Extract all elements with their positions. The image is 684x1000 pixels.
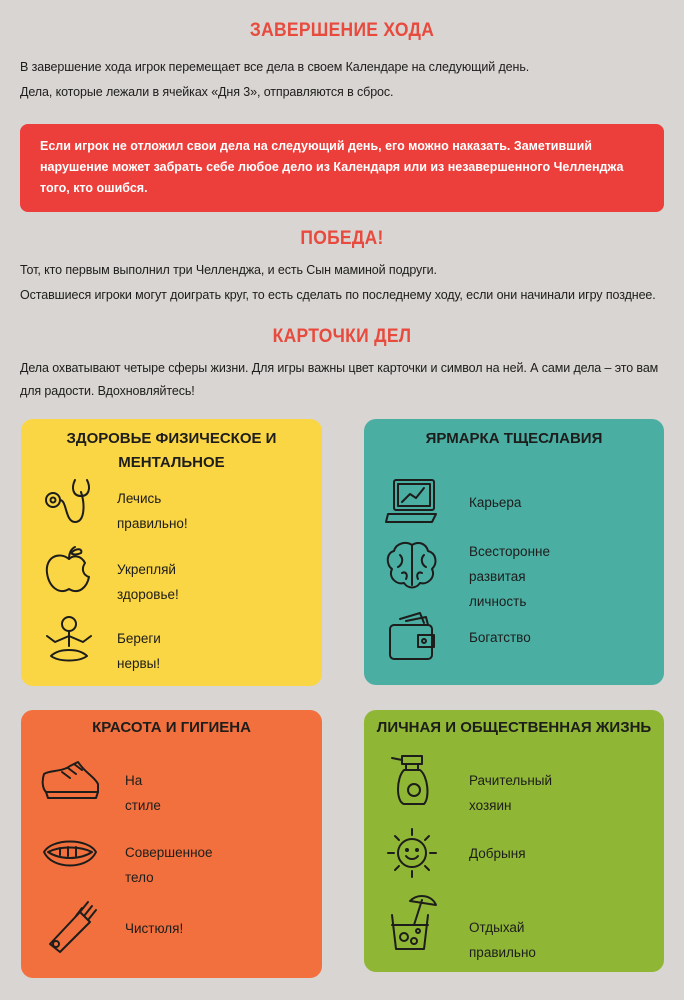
stethoscope-icon [41, 474, 97, 530]
victory-line-1: Тот, кто первым выполнил три Челленджа, и есть Сын маминой подруги. [20, 263, 437, 277]
end-turn-line-2: Дела, которые лежали в ячейках «Дня 3», отправляются в сброс. [20, 85, 394, 99]
end-turn-line-1: В завершение хода игрок перемещает все дела в своем Календаре на следующий день. [20, 60, 530, 74]
spray-bottle-icon [384, 750, 440, 806]
cards-intro-text: Дела охватывают четыре сферы жизни. Для игры важны цвет карточки и символ на ней. А сами дела – это вам для радости. Вдохновляйтесь! [20, 361, 659, 398]
victory-text [20, 258, 660, 308]
card-beauty-title: КРАСОТА И ГИГИЕНА [92, 719, 251, 736]
card-social-item-2-label: Добрыня [469, 846, 526, 861]
card-beauty-item-2-label: Совершенное тело [125, 845, 213, 885]
victory-line-2: Оставшиеся игроки могут доиграть круг, то есть сделать по последнему ходу, если они начинали игру позднее. [20, 288, 656, 302]
card-health-item-3-label: Береги нервы! [117, 631, 161, 671]
card-health-title-line-1: ЗДОРОВЬЕ ФИЗИЧЕСКОЕ И [66, 430, 277, 447]
penalty-alert [20, 124, 664, 212]
card-beauty-item-1-label: На стиле [125, 773, 161, 813]
victory-heading: ПОБЕДА! [300, 228, 384, 249]
brush-icon [39, 896, 101, 952]
card-vanity [364, 419, 664, 685]
laptop-icon [384, 474, 440, 530]
cocktail-icon [384, 895, 440, 951]
card-beauty-item-3-label: Чистюля! [125, 921, 184, 936]
cards-heading: КАРТОЧКИ ДЕЛ [272, 326, 412, 347]
card-social-item-3-label: Отдыхай правильно [469, 920, 536, 960]
card-vanity-item-2-label [469, 539, 550, 614]
card-social [364, 710, 664, 972]
sun-icon [384, 825, 440, 881]
meditation-icon [41, 612, 97, 668]
smile-icon [39, 826, 101, 882]
card-health-title-line-2: МЕНТАЛЬНОЕ [118, 454, 225, 471]
end-turn-text [20, 55, 660, 105]
wallet-icon [384, 609, 440, 665]
card-beauty [21, 710, 322, 978]
card-health-item-1-label: Лечись правильно! [117, 491, 188, 531]
card-vanity-title: ЯРМАРКА ТЩЕСЛАВИЯ [425, 430, 603, 447]
card-vanity-item-3-label: Богатство [469, 630, 531, 645]
card-health-item-2-label: Укрепляй здоровье! [117, 562, 179, 602]
brain-icon [384, 539, 440, 595]
card-social-title: ЛИЧНАЯ И ОБЩЕСТВЕННАЯ ЖИЗНЬ [376, 719, 652, 736]
card-vanity-item-2-label-line-2: развитая личность [469, 569, 527, 609]
cards-intro [20, 357, 660, 403]
card-health-title [21, 427, 322, 475]
end-turn-heading: ЗАВЕРШЕНИЕ ХОДА [249, 20, 435, 41]
card-social-item-1-label: Рачительный хозяин [469, 773, 553, 813]
card-health [21, 419, 322, 686]
card-vanity-item-2-label-line-1: Всесторонне [469, 544, 550, 559]
apple-icon [41, 543, 97, 599]
sneaker-icon [39, 752, 101, 808]
card-vanity-item-1-label: Карьера [469, 495, 522, 510]
penalty-alert-text: Если игрок не отложил свои дела на следующий день, его можно наказать. Заметивший нарушение может забрать себе любое дело из Календаря или из незавершенного Челленджа того, кто ошибся. [40, 139, 624, 195]
